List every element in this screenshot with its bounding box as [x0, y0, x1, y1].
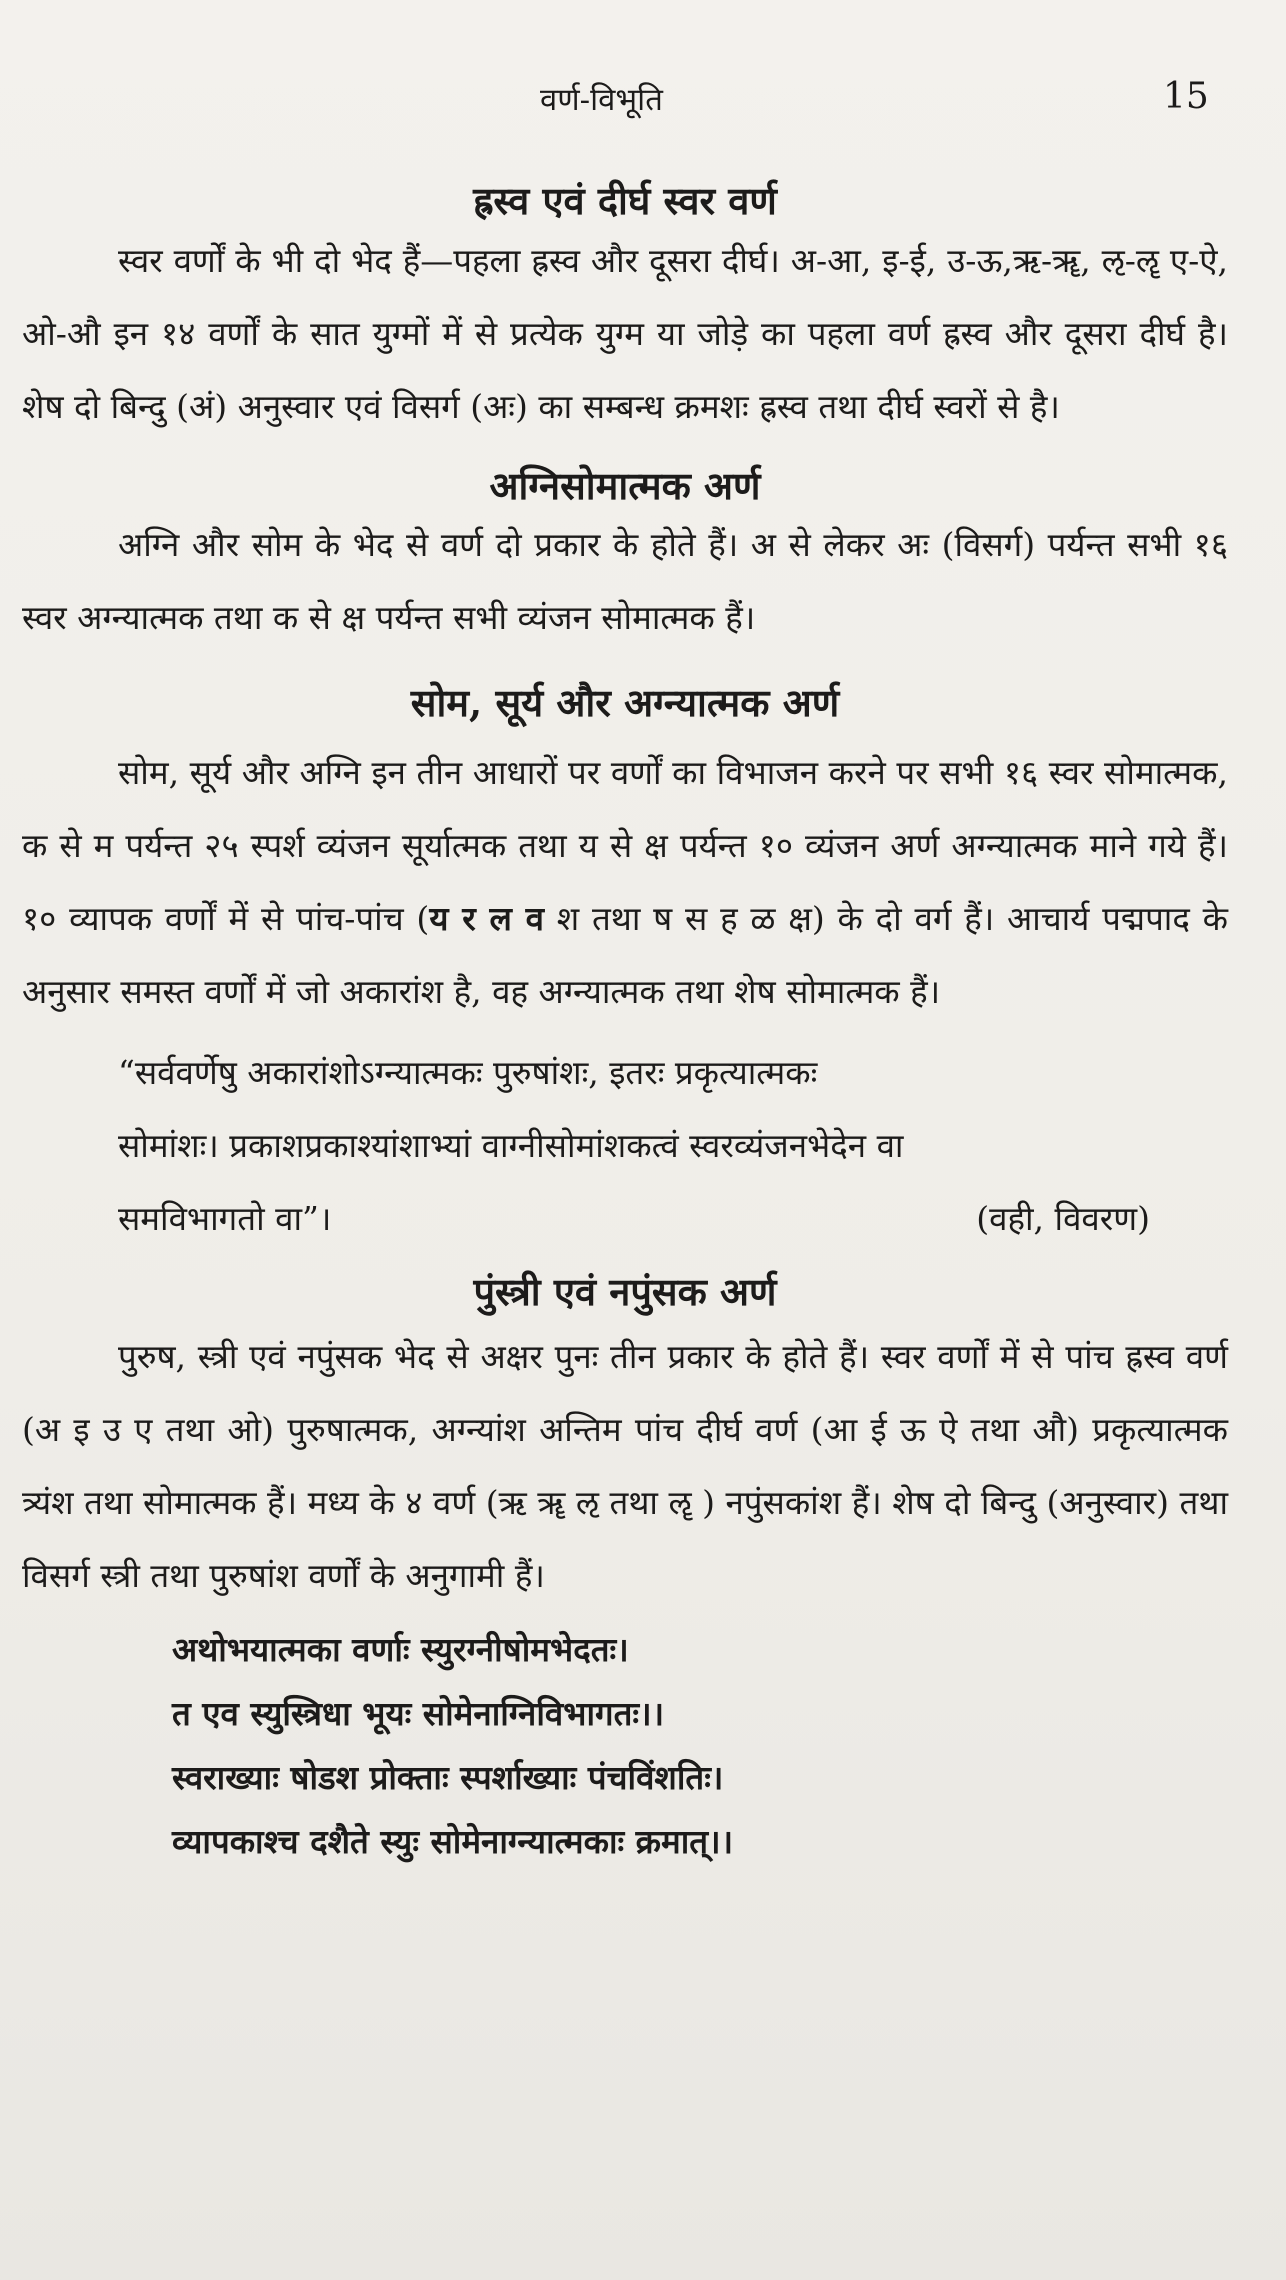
quote-line: समविभागतो वा”। — [118, 1198, 332, 1238]
section-heading: पुंस्त्री एवं नपुंसक अर्ण — [473, 1268, 777, 1314]
quote-line: सोमांशः। प्रकाशप्रकाश्यांशाभ्यां वाग्नीसोमांशकत्वं स्वरव्यंजनभेदेन वा — [118, 1125, 904, 1165]
quote-line: “सर्ववर्णेषु अकारांशोऽग्न्यात्मकः पुरुषांशः, इतरः प्रकृत्यात्मकः — [118, 1052, 818, 1092]
page-body — [22, 178, 1228, 1874]
verse-line: व्यापकाश्च दशैते स्युः सोमेनाग्न्यात्मकाः क्रमात्।। — [172, 1822, 734, 1862]
verse-line: स्वराख्याः षोडश प्रोक्ताः स्पर्शाख्याः पंचविंशतिः। — [172, 1758, 724, 1798]
section-paragraph — [22, 736, 1228, 1028]
section-heading: ह्रस्व एवं दीर्घ स्वर वर्ण — [473, 178, 777, 223]
sanskrit-verse — [172, 1618, 1228, 1874]
page-number: 15 — [1163, 76, 1209, 117]
section-paragraph: पुरुष, स्त्री एवं नपुंसक भेद से अक्षर पुनः तीन प्रकार के होते हैं। स्वर वर्णों में से पांच ह्रस्व वर्ण (अ इ उ ए तथा ओ) पुरुषात्मक, अग्न्यांश अन्तिम पांच दीर्घ वर्ण (आ ई ऊ ऐ तथा औ) प्रकृत्यात्मक त्र्यंश तथा सोमात्मक हैं। मध्य के ४ वर्ण (ऋ ॠ ऌ तथा ॡ ) नपुंसकांश हैं। शेष दो बिन्दु (अनुस्वार) तथा विसर्ग स्त्री तथा पुरुषांश वर्णों के अनुगामी हैं। — [22, 1337, 1228, 1596]
running-title: वर्ण-विभूति — [540, 82, 663, 118]
paragraph-text: सोम, सूर्य और अग्नि इन तीन आधारों पर वर्णों का विभाजन करने पर सभी १६ स्वर सोमात्मक, क से म पर्यन्त २५ स्पर्श व्यंजन सूर्यात्मक तथा य से क्ष पर्यन्त १० व्यंजन अर्ण अग्न्यात्मक माने गये हैं। १० व्यापक वर्णों में से पांच-पांच ( — [22, 752, 1228, 938]
emphasized-text: य र ल व — [429, 898, 544, 938]
sanskrit-quote — [118, 1036, 1150, 1255]
section-paragraph: स्वर वर्णों के भी दो भेद हैं—पहला ह्रस्व और दूसरा दीर्घ। अ-आ, इ-ई, उ-ऊ,ऋ-ॠ, ऌ-ॡ ए-ऐ, ओ-औ इन १४ वर्णों के सात युग्मों में से प्रत्येक युग्म या जोड़े का पहला वर्ण ह्रस्व और दूसरा दीर्घ है। शेष दो बिन्दु (अं) अनुस्वार एवं विसर्ग (अः) का सम्बन्ध क्रमशः ह्रस्व तथा दीर्घ स्वरों से है। — [22, 240, 1228, 426]
section-paragraph: अग्नि और सोम के भेद से वर्ण दो प्रकार के होते हैं। अ से लेकर अः (विसर्ग) पर्यन्त सभी १६ स्वर अग्न्यात्मक तथा क से क्ष पर्यन्त सभी व्यंजन सोमात्मक हैं। — [22, 525, 1228, 638]
section-heading: सोम, सूर्य और अग्न्यात्मक अर्ण — [410, 680, 840, 726]
running-header — [0, 78, 1286, 128]
quote-last-row — [118, 1182, 1150, 1255]
section-heading: अग्निसोमात्मक अर्ण — [489, 462, 761, 508]
quote-source: (वही, विवरण) — [976, 1198, 1150, 1238]
verse-line: अथोभयात्मका वर्णाः स्युरग्नीषोमभेदतः। — [172, 1630, 629, 1670]
verse-line: त एव स्युस्त्रिधा भूयः सोमेनाग्निविभागतः।। — [172, 1694, 665, 1734]
paragraph-text: श तथा ष स ह ळ क्ष) के दो वर्ग हैं। आचार्य पद्मपाद के अनुसार समस्त वर्णों में जो अकारांश है, वह अग्न्यात्मक तथा शेष सोमात्मक हैं। — [22, 898, 1228, 1011]
